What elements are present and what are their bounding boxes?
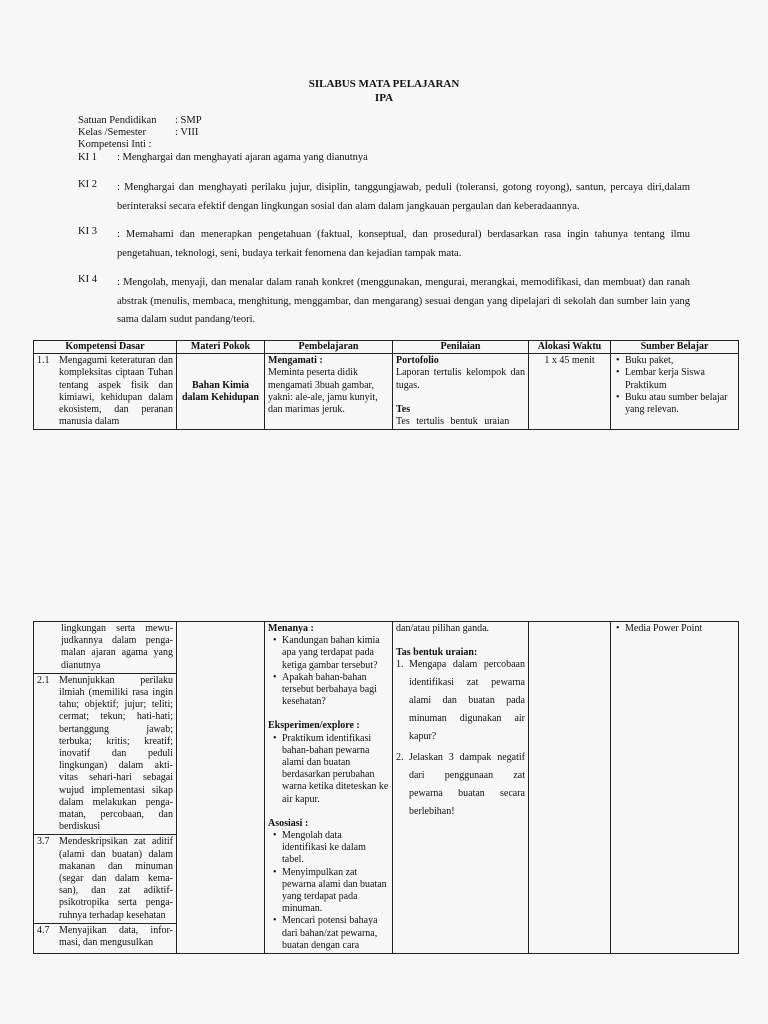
- ki-text: : Mengolah, menyaji, dan menalar dalam ranah konkret (menggunakan, mengurai, merangkai, memodifikasi, dan membuat) dan ranah abstrak (menulis, membaca, menghitung, menggambar, dan mengarang) sesuai dengan yang dipelajari di sekolah dan sumber lain yang sama dalam sudut pandang/teori.: [117, 277, 690, 325]
- ki-number: KI 1: [78, 152, 97, 163]
- list-item: • Mengolah data identifikasi ke dalam tabel.: [282, 830, 389, 867]
- cell-alokasi-waktu: [529, 622, 611, 954]
- penilaian-heading: Tes: [396, 403, 411, 415]
- document-subject: IPA: [374, 92, 394, 104]
- syllabus-table-1: [33, 340, 739, 430]
- eksperimen-heading: Eksperimen/explore :: [268, 720, 360, 732]
- list-item: • Buku atau sumber belajar yang relevan.: [625, 392, 735, 416]
- list-item: • Kandungan bahan kimia apa yang terdapat pada ketiga gambar tersebut?: [282, 635, 389, 672]
- table-header-row: [34, 341, 739, 354]
- kd-number: 4.7: [37, 924, 50, 936]
- header-sumber-belajar: Sumber Belajar: [611, 341, 739, 354]
- spacer: [268, 708, 389, 720]
- kd-text: Menunjukkan perilaku ilmiah (memiliki rasa ingin tahu; objektif; jujur; teliti; cermat; tekun; hati-hati; bertanggung jawab; terbuka; kritis; kreatif; inovatif dan peduli lingkungan) dalam akti-vitas sehari-hari sebagai wujud implementasi sikap dalam melakukan penga-matan, percobaan, dan berdiskusi: [59, 674, 173, 833]
- cell-materi-pokok: Bahan Kimia dalam Kehidupan: [177, 354, 265, 430]
- meta-kelas-label: Kelas /Semester: [78, 127, 146, 138]
- ki-text: : Menghargai dan menghayati ajaran agama yang dianutnya: [117, 152, 368, 163]
- menanya-heading: Menanya :: [268, 623, 314, 634]
- kd-text: Mendeskripsikan zat aditif (alami dan buatan) dalam makanan dan minuman (segar dan dalam kema-san), dan zat adiktif-psikotropika serta penga-ruhnya terhadap kesehatan: [59, 836, 173, 921]
- cell-sumber-belajar: [611, 622, 739, 954]
- cell-alokasi-waktu: 1 x 45 menit: [529, 354, 611, 430]
- cell-penilaian: [393, 622, 529, 954]
- ki-text: : Memahami dan menerapkan pengetahuan (faktual, konseptual, dan prosedural) berdasarkan rasa ingin tahunya tentang ilmu pengetahuan, teknologi, seni, budaya terkait fenomena dan kejadian tampak mata.: [117, 229, 690, 259]
- question-item: [396, 752, 525, 821]
- list-item: • Apakah bahan-bahan tersebut berbahaya bagi kesehatan?: [282, 672, 389, 709]
- question-text: Jelaskan 3 dampak negatif dari penggunaan zat pewarna buatan secara berlebihan!: [409, 752, 525, 818]
- penilaian-text: Tes tertulis bentuk uraian: [396, 416, 510, 428]
- header-pembelajaran: Pembelajaran: [265, 341, 393, 354]
- spacer: [396, 392, 525, 404]
- list-item: • Menyimpulkan zat pewarna alami dan buatan yang terdapat pada minuman.: [282, 867, 389, 916]
- meta-kelas: [78, 127, 198, 139]
- header-alokasi-waktu: Alokasi Waktu: [529, 341, 611, 354]
- header-kompetensi-dasar: Kompetensi Dasar: [34, 341, 177, 354]
- list-item: • Mencari potensi bahaya dari bahan/zat pewarna, buatan dengan cara: [282, 915, 389, 952]
- meta-kelas-value: : VIII: [175, 127, 199, 138]
- list-item: • Media Power Point: [625, 623, 735, 635]
- penilaian-text: Laporan tertulis kelompok dan tugas.: [396, 367, 525, 391]
- question-number: 2.: [396, 752, 404, 764]
- ki-text: : Menghargai dan menghayati perilaku jujur, disiplin, tanggungjawab, peduli (toleransi, gotong royong), santun, percaya diri,dalam berinteraksi secara efektif dengan lingkungan sosial dan alam dalam jangkauan pergaulan dan keberadaannya.: [117, 182, 690, 212]
- asosiasi-list: [268, 830, 389, 952]
- meta-kompetensi-inti: Kompetensi Inti :: [78, 139, 152, 150]
- cell-pembelajaran: [265, 354, 393, 430]
- menanya-list: [268, 635, 389, 708]
- penilaian-continuation: dan/atau pilihan ganda.: [396, 623, 490, 634]
- kd-item: [34, 924, 176, 950]
- header-penilaian: Penilaian: [393, 341, 529, 354]
- eksperimen-list: [268, 733, 389, 806]
- kd-number: 3.7: [37, 836, 50, 848]
- meta-satuan-label: Satuan Pendidikan: [78, 115, 157, 126]
- cell-penilaian: [393, 354, 529, 430]
- sumber-list: [614, 355, 735, 416]
- cell-pembelajaran: [265, 622, 393, 954]
- kd-number: 1.1: [37, 355, 50, 367]
- meta-satuan-value: : SMP: [175, 115, 202, 126]
- ki-number: KI 2: [78, 179, 97, 190]
- ki-number: KI 3: [78, 226, 97, 237]
- penilaian-heading: Portofolio: [396, 355, 439, 367]
- kd-text: Menyajikan data, infor-masi, dan mengusulkan: [59, 924, 173, 949]
- spacer: [268, 806, 389, 818]
- list-item: • Praktikum identifikasi bahan-bahan pewarna alami dan buatan berdasarkan perubahan warna ketika diteteskan ke air kapur.: [282, 733, 389, 806]
- header-materi-pokok: Materi Pokok: [177, 341, 265, 354]
- document-title: SILABUS MATA PELAJARAN: [308, 78, 460, 90]
- question-number: 1.: [396, 659, 404, 671]
- question-text: Mengapa dalam percobaan identifikasi zat pewarna alami dan buatan pada minuman digunakan air kapur?: [409, 659, 525, 743]
- kd-item: [34, 835, 176, 923]
- cell-kompetensi-dasar: [34, 622, 177, 954]
- syllabus-table-2: [33, 621, 739, 954]
- sumber-list: [614, 623, 735, 635]
- list-item: • Lembar kerja Siswa Praktikum: [625, 367, 735, 391]
- kd-item: [34, 674, 176, 836]
- table-row: [34, 354, 739, 430]
- meta-satuan: [78, 115, 202, 127]
- cell-sumber-belajar: [611, 354, 739, 430]
- ki-number: KI 4: [78, 274, 97, 285]
- pembelajaran-heading: Mengamati :: [268, 355, 323, 367]
- kd-item: [37, 355, 173, 428]
- cell-kompetensi-dasar: [34, 354, 177, 430]
- tas-heading: Tas bentuk uraian:: [396, 647, 478, 659]
- pembelajaran-text: Meminta peserta didik mengamati 3buah gambar, yakni: ale-ale, jamu kunyit, dan marimas jeruk.: [268, 367, 378, 416]
- table-row: [34, 622, 739, 954]
- spacer: [396, 635, 525, 647]
- kd-continuation: lingkungan serta mewu-judkannya dalam penga-malan ajaran agama yang dianutnya: [34, 622, 176, 674]
- question-item: [396, 659, 525, 746]
- cell-materi-pokok: [177, 622, 265, 954]
- list-item: • Buku paket,: [625, 355, 735, 367]
- asosiasi-heading: Asosiasi :: [268, 817, 309, 829]
- kd-number: 2.1: [37, 674, 50, 686]
- kd-text: Mengagumi keteraturan dan kompleksitas ciptaan Tuhan tentang aspek fisik dan kimiawi, kehidupan dalam ekosistem, dan peranan manusia dalam: [59, 355, 173, 428]
